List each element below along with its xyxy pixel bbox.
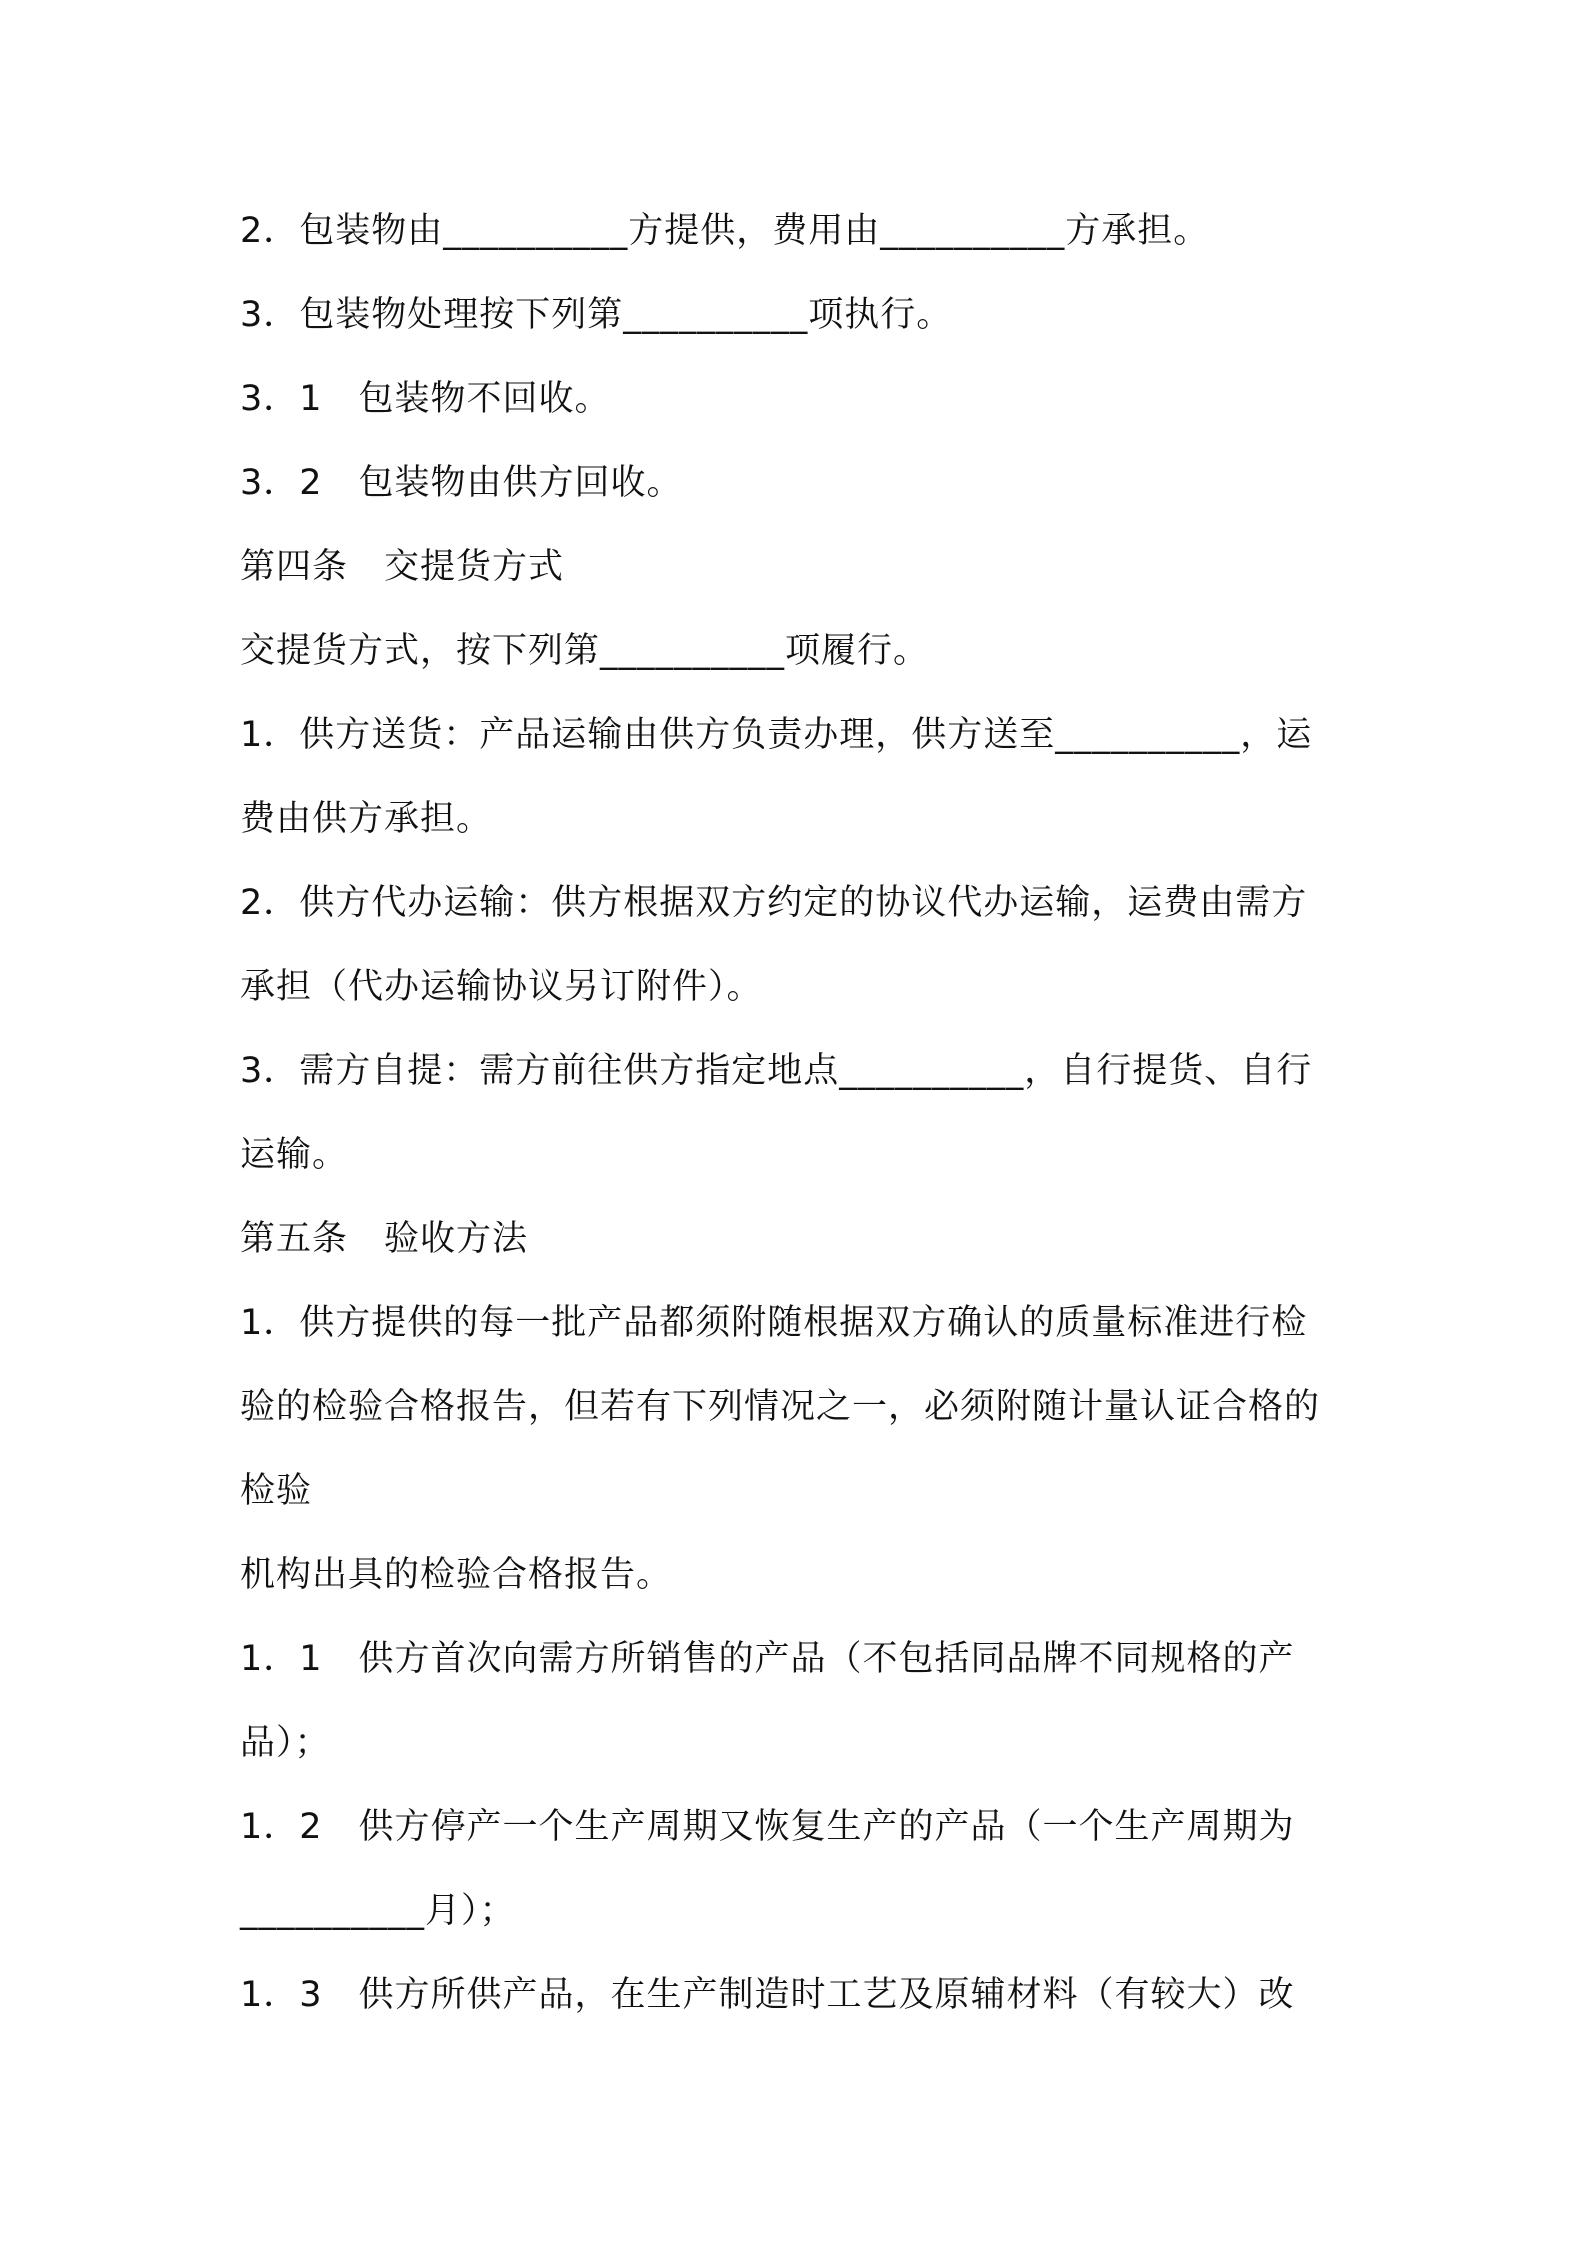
text-line: 检验 — [240, 1471, 313, 1511]
text-line: 费由供方承担。 — [240, 799, 493, 839]
text-line: 1．3 供方所供产品，在生产制造时工艺及原辅材料（有较大）改 — [240, 1975, 1295, 2015]
document-page — [240, 196, 1370, 2044]
text-line: 品）； — [240, 1723, 331, 1763]
text-line: 交提货方式，按下列第__________项履行。 — [240, 631, 930, 671]
text-line: 承担（代办运输协议另订附件）。 — [240, 967, 763, 1007]
text-line: 1．1 供方首次向需方所销售的产品（不包括同品牌不同规格的产 — [240, 1639, 1295, 1679]
text-line: 3．2 包装物由供方回收。 — [240, 463, 683, 503]
text-line: 3．包装物处理按下列第__________项执行。 — [240, 295, 953, 335]
text-line: 2．包装物由__________方提供，费用由__________方承担。 — [240, 211, 1210, 251]
text-line: 3．需方自提：需方前往供方指定地点__________，自行提货、自行 — [240, 1051, 1313, 1091]
text-line: __________月）； — [240, 1891, 516, 1931]
text-line: 运输。 — [240, 1135, 349, 1175]
text-line: 2．供方代办运输：供方根据双方约定的协议代办运输，运费由需方 — [240, 883, 1308, 923]
section-heading: 第四条 交提货方式 — [240, 547, 565, 587]
section-heading: 第五条 验收方法 — [240, 1219, 529, 1259]
text-line: 1．2 供方停产一个生产周期又恢复生产的产品（一个生产周期为 — [240, 1807, 1295, 1847]
text-line: 机构出具的检验合格报告。 — [240, 1555, 673, 1595]
text-line: 验的检验合格报告，但若有下列情况之一，必须附随计量认证合格的 — [240, 1387, 1321, 1427]
text-line: 1．供方提供的每一批产品都须附随根据双方确认的质量标准进行检 — [240, 1303, 1308, 1343]
text-line: 1．供方送货：产品运输由供方负责办理，供方送至__________，运 — [240, 715, 1313, 755]
text-line: 3．1 包装物不回收。 — [240, 379, 611, 419]
